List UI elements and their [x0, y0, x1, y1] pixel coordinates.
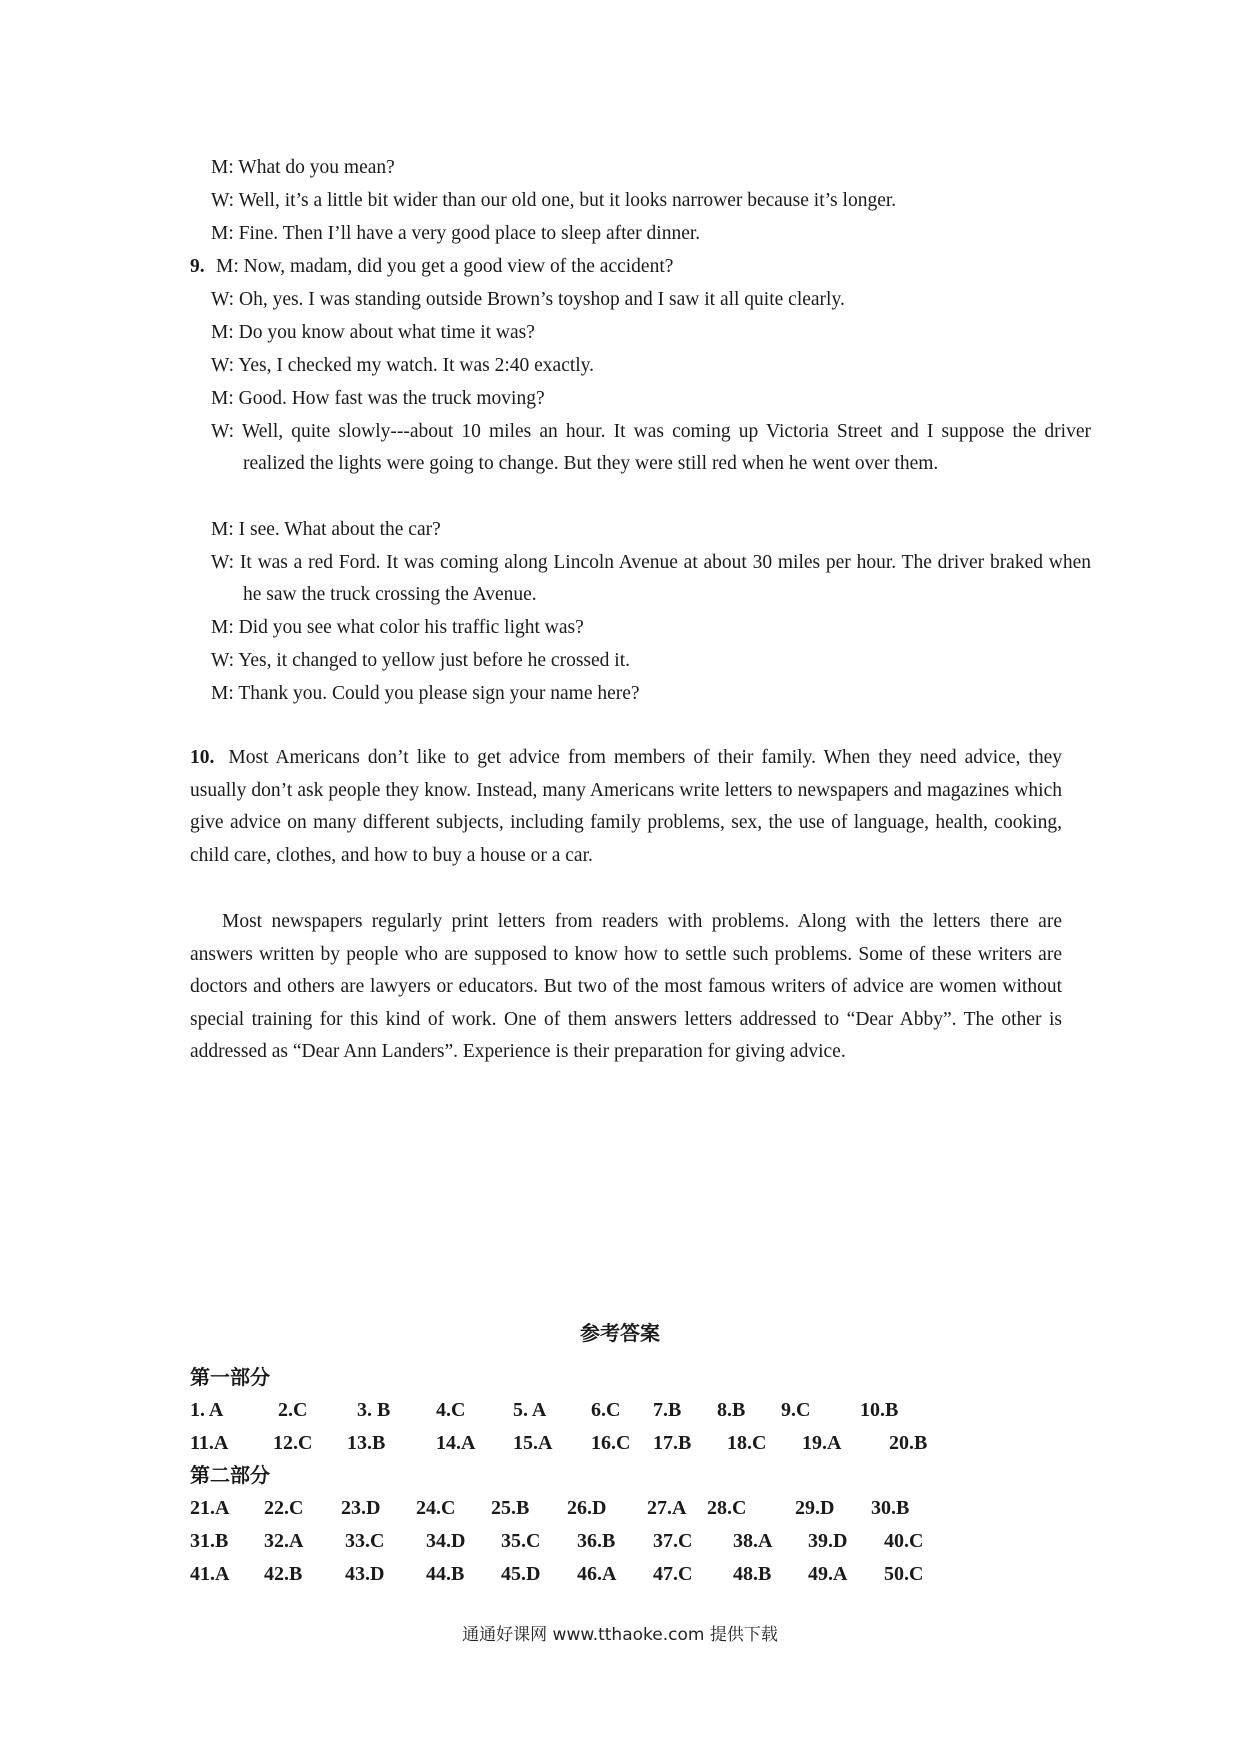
answer-cell: 4.C — [436, 1399, 466, 1421]
answer-cell: 44.B — [426, 1563, 465, 1585]
answer-cell: 15.A — [513, 1432, 553, 1454]
part-two-label: 第二部分 — [190, 1463, 270, 1487]
dialogue-text: Did you see what color his traffic light was? — [238, 617, 584, 638]
dialogue-line — [211, 645, 630, 677]
speaker-label: M: — [211, 223, 234, 244]
answer-cell: 37.C — [653, 1530, 693, 1552]
answer-row — [190, 1492, 1090, 1524]
answer-cell: 22.C — [264, 1497, 304, 1519]
question-number-9: 9. — [190, 256, 205, 277]
answer-cell: 27.A — [647, 1497, 687, 1519]
speaker-label: M: — [211, 157, 234, 178]
answer-cell: 5. A — [513, 1399, 547, 1421]
speaker-label: W: — [211, 355, 235, 376]
answer-cell: 18.C — [727, 1432, 767, 1454]
dialogue-line — [211, 284, 845, 316]
speaker-label: M: — [211, 683, 234, 704]
answer-cell: 34.D — [426, 1530, 466, 1552]
answer-cell: 40.C — [884, 1530, 924, 1552]
dialogue-text: I see. What about the car? — [238, 519, 441, 540]
speaker-label: W: — [211, 552, 235, 573]
passage-paragraph-1 — [190, 742, 1062, 872]
answer-cell: 35.C — [501, 1530, 541, 1552]
answer-cell: 33.C — [345, 1530, 385, 1552]
dialogue-text: Fine. Then I’ll have a very good place to sleep after dinner. — [238, 223, 701, 244]
answer-cell: 21.A — [190, 1497, 230, 1519]
dialogue-text: Yes, I checked my watch. It was 2:40 exactly. — [238, 355, 595, 376]
answer-row — [190, 1394, 1090, 1426]
answer-cell: 13.B — [347, 1432, 386, 1454]
answer-cell: 9.C — [781, 1399, 811, 1421]
speaker-label: M: — [211, 519, 234, 540]
answer-cell: 8.B — [717, 1399, 746, 1421]
answer-cell: 12.C — [273, 1432, 313, 1454]
answer-cell: 1. A — [190, 1399, 224, 1421]
answer-cell: 38.A — [733, 1530, 773, 1552]
dialogue-text: Do you know about what time it was? — [238, 322, 535, 343]
answer-row — [190, 1525, 1090, 1557]
answer-cell: 2.C — [278, 1399, 308, 1421]
answer-cell: 45.D — [501, 1563, 541, 1585]
answer-cell: 41.A — [190, 1563, 230, 1585]
dialogue-line — [211, 678, 640, 710]
answer-cell: 20.B — [889, 1432, 928, 1454]
answer-cell: 43.D — [345, 1563, 385, 1585]
answer-cell: 6.C — [591, 1399, 621, 1421]
passage-paragraph-2: Most newspapers regularly print letters from readers with problems. Along with the letters there are answers written by people who are supposed to know how to settle such problems. Some of these writers are doctors and others are lawyers or educators. But two of the most famous writers of advice are women without special training for this kind of work. One of them answers letters addressed to “Dear Abby”. The other is addressed as “Dear Ann Landers”. Experience is their preparation for giving advice. — [190, 911, 1062, 1063]
speaker-label: W: — [211, 289, 235, 310]
speaker-label: W: — [211, 421, 235, 442]
answer-cell: 26.D — [567, 1497, 607, 1519]
answer-cell: 49.A — [808, 1563, 848, 1585]
answer-cell: 23.D — [341, 1497, 381, 1519]
dialogue-text: What do you mean? — [238, 157, 395, 178]
question-number-10: 10. — [190, 747, 215, 768]
dialogue-text: Well, it’s a little bit wider than our old one, but it looks narrower because it’s longer. — [238, 190, 897, 211]
dialogue-line — [216, 251, 673, 283]
speaker-label: M: — [211, 388, 234, 409]
answer-cell: 46.A — [577, 1563, 617, 1585]
answer-cell: 17.B — [653, 1432, 692, 1454]
dialogue-line — [211, 416, 1091, 480]
answer-cell: 19.A — [802, 1432, 842, 1454]
answer-cell: 36.B — [577, 1530, 616, 1552]
answer-cell: 24.C — [416, 1497, 456, 1519]
answer-cell: 30.B — [871, 1497, 910, 1519]
speaker-label: M: — [211, 322, 234, 343]
answer-cell: 39.D — [808, 1530, 848, 1552]
dialogue-line — [211, 185, 896, 217]
dialogue-text: Now, madam, did you get a good view of the accident? — [243, 256, 674, 277]
answer-cell: 3. B — [357, 1399, 391, 1421]
answer-cell: 28.C — [707, 1497, 747, 1519]
speaker-label: M: — [211, 617, 234, 638]
answer-key-title: 参考答案 — [580, 1321, 660, 1345]
answer-cell: 31.B — [190, 1530, 229, 1552]
answer-cell: 25.B — [491, 1497, 530, 1519]
answer-cell: 50.C — [884, 1563, 924, 1585]
dialogue-text: Yes, it changed to yellow just before he crossed it. — [238, 650, 630, 671]
dialogue-text: Thank you. Could you please sign your name here? — [238, 683, 640, 704]
paragraph-text: Most Americans don’t like to get advice from members of their family. When they need advice, they usually don’t ask people they know. Instead, many Americans write letters to newspapers and magazines which give advice on many different subjects, including family problems, sex, the use of language, health, cooking, child care, clothes, and how to buy a house or a car. — [190, 747, 1062, 866]
answer-row — [190, 1558, 1090, 1590]
answer-cell: 7.B — [653, 1399, 682, 1421]
dialogue-text: It was a red Ford. It was coming along Lincoln Avenue at about 30 miles per hour. The driver braked when he saw the truck crossing the Avenue. — [239, 552, 1092, 605]
speaker-label: W: — [211, 190, 235, 211]
speaker-label: M: — [216, 256, 239, 277]
dialogue-text: Good. How fast was the truck moving? — [238, 388, 545, 409]
answer-cell: 11.A — [190, 1432, 229, 1454]
dialogue-line — [211, 152, 395, 184]
answer-cell: 48.B — [733, 1563, 772, 1585]
dialogue-text: Oh, yes. I was standing outside Brown’s toyshop and I saw it all quite clearly. — [238, 289, 845, 310]
answer-cell: 29.D — [795, 1497, 835, 1519]
answer-cell: 47.C — [653, 1563, 693, 1585]
dialogue-line — [211, 317, 535, 349]
dialogue-line — [211, 350, 594, 382]
answer-cell: 10.B — [860, 1399, 899, 1421]
dialogue-line — [211, 547, 1091, 611]
answer-row — [190, 1427, 1090, 1459]
dialogue-text: Well, quite slowly---about 10 miles an hour. It was coming up Victoria Street and I suppose the driver realized the lights were going to change. But they were still red when he went over them. — [241, 421, 1091, 474]
answer-cell: 14.A — [436, 1432, 476, 1454]
dialogue-line — [211, 612, 584, 644]
dialogue-line — [211, 383, 545, 415]
answer-cell: 32.A — [264, 1530, 304, 1552]
dialogue-line — [211, 514, 441, 546]
page-footer: 通通好课网 www.tthaoke.com 提供下载 — [462, 1625, 778, 1645]
dialogue-line — [211, 218, 700, 250]
answer-cell: 16.C — [591, 1432, 631, 1454]
speaker-label: W: — [211, 650, 235, 671]
part-one-label: 第一部分 — [190, 1365, 270, 1389]
answer-cell: 42.B — [264, 1563, 303, 1585]
